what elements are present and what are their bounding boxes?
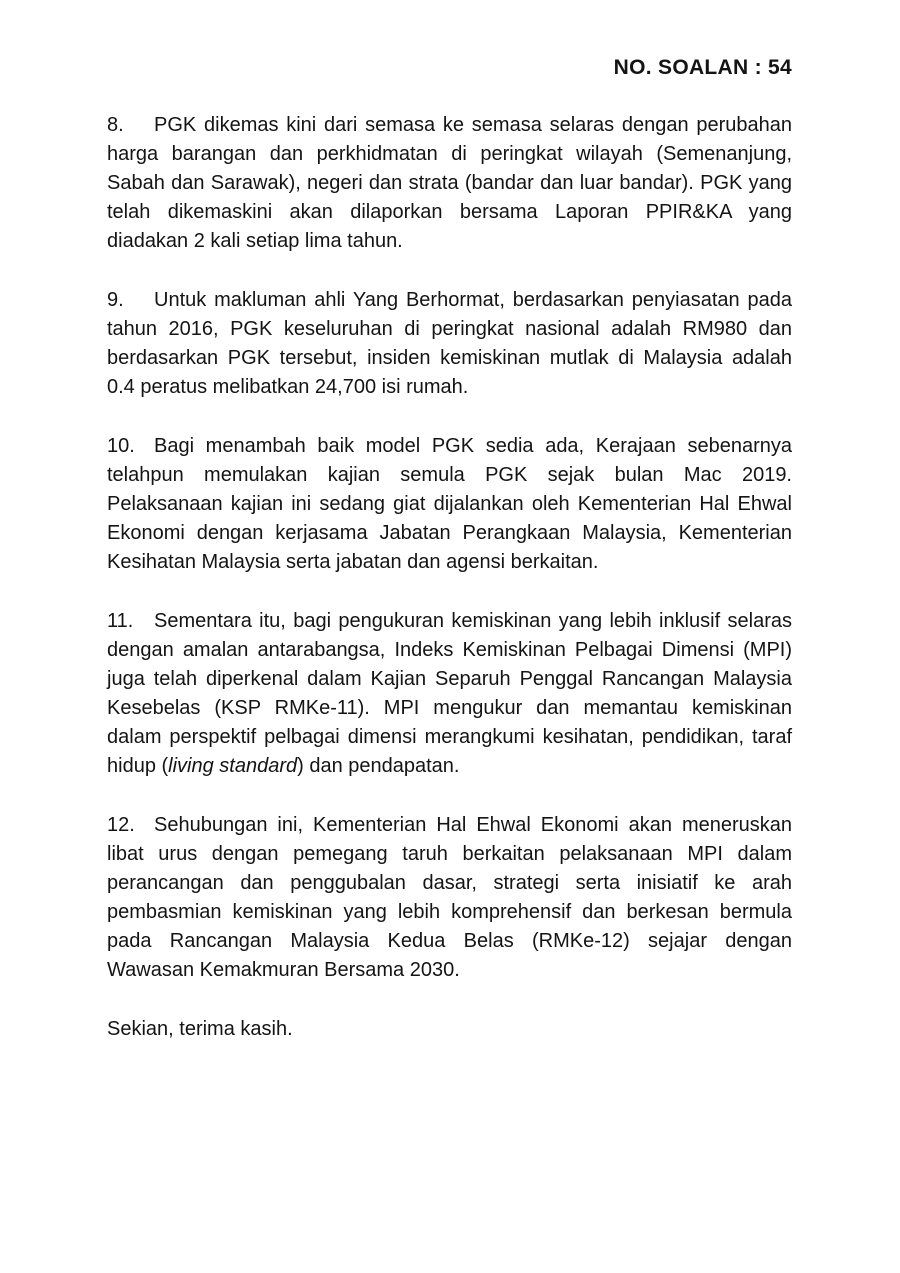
paragraph-number: 11. — [107, 610, 134, 632]
numbered-paragraph — [107, 811, 792, 985]
question-number-label: NO. SOALAN : 54 — [613, 56, 792, 79]
numbered-paragraph — [107, 111, 792, 256]
numbered-paragraph — [107, 432, 792, 577]
paragraph-text: Sehubungan ini, Kementerian Hal Ehwal Ekonomi akan meneruskan libat urus dengan pemegang taruh berkaitan pelaksanaan MPI dalam perancangan dan penggubalan dasar, strategi serta inisiatif ke arah pembasmian kemiskinan yang lebih komprehensif dan berkesan bermula pada Rancangan Malaysia Kedua Belas (RMKe-12) sejajar dengan Wawasan Kemakmuran Bersama 2030. — [107, 814, 792, 981]
document-body — [107, 111, 792, 985]
header-row — [107, 55, 792, 81]
italic-phrase: living standard — [168, 755, 298, 777]
closing-line: Sekian, terima kasih. — [107, 1018, 293, 1040]
paragraph-text: ) dan pendapatan. — [297, 755, 460, 777]
paragraph-text: Bagi menambah baik model PGK sedia ada, Kerajaan sebenarnya telahpun memulakan kajian semula PGK sejak bulan Mac 2019. Pelaksanaan kajian ini sedang giat dijalankan oleh Kementerian Hal Ehwal Ekonomi dengan kerjasama Jabatan Perangkaan Malaysia, Kementerian Kesihatan Malaysia serta jabatan dan agensi berkaitan. — [107, 435, 792, 573]
paragraph-text: PGK dikemas kini dari semasa ke semasa selaras dengan perubahan harga barangan dan perkhidmatan di peringkat wilayah (Semenanjung, Sabah dan Sarawak), negeri dan strata (bandar dan luar bandar). PGK yang telah dikemaskini akan dilaporkan bersama Laporan PPIR&KA yang diadakan 2 kali setiap lima tahun. — [107, 114, 792, 252]
paragraph-text: Untuk makluman ahli Yang Berhormat, berdasarkan penyiasatan pada tahun 2016, PGK keseluruhan di peringkat nasional adalah RM980 dan berdasarkan PGK tersebut, insiden kemiskinan mutlak di Malaysia adalah 0.4 peratus melibatkan 24,700 isi rumah. — [107, 289, 792, 398]
numbered-paragraph — [107, 286, 792, 402]
paragraph-number: 8. — [107, 114, 124, 136]
paragraph-number: 9. — [107, 289, 124, 311]
paragraph-number: 10. — [107, 435, 135, 457]
paragraph-number: 12. — [107, 814, 135, 836]
paragraph-text: Sementara itu, bagi pengukuran kemiskinan yang lebih inklusif selaras dengan amalan antarabangsa, Indeks Kemiskinan Pelbagai Dimensi (MPI) juga telah diperkenal dalam Kajian Separuh Penggal Rancangan Malaysia Kesebelas (KSP RMKe-11). MPI mengukur dan memantau kemiskinan dalam perspektif pelbagai dimensi merangkumi kesihatan, pendidikan, taraf hidup ( — [107, 610, 792, 777]
numbered-paragraph — [107, 607, 792, 781]
